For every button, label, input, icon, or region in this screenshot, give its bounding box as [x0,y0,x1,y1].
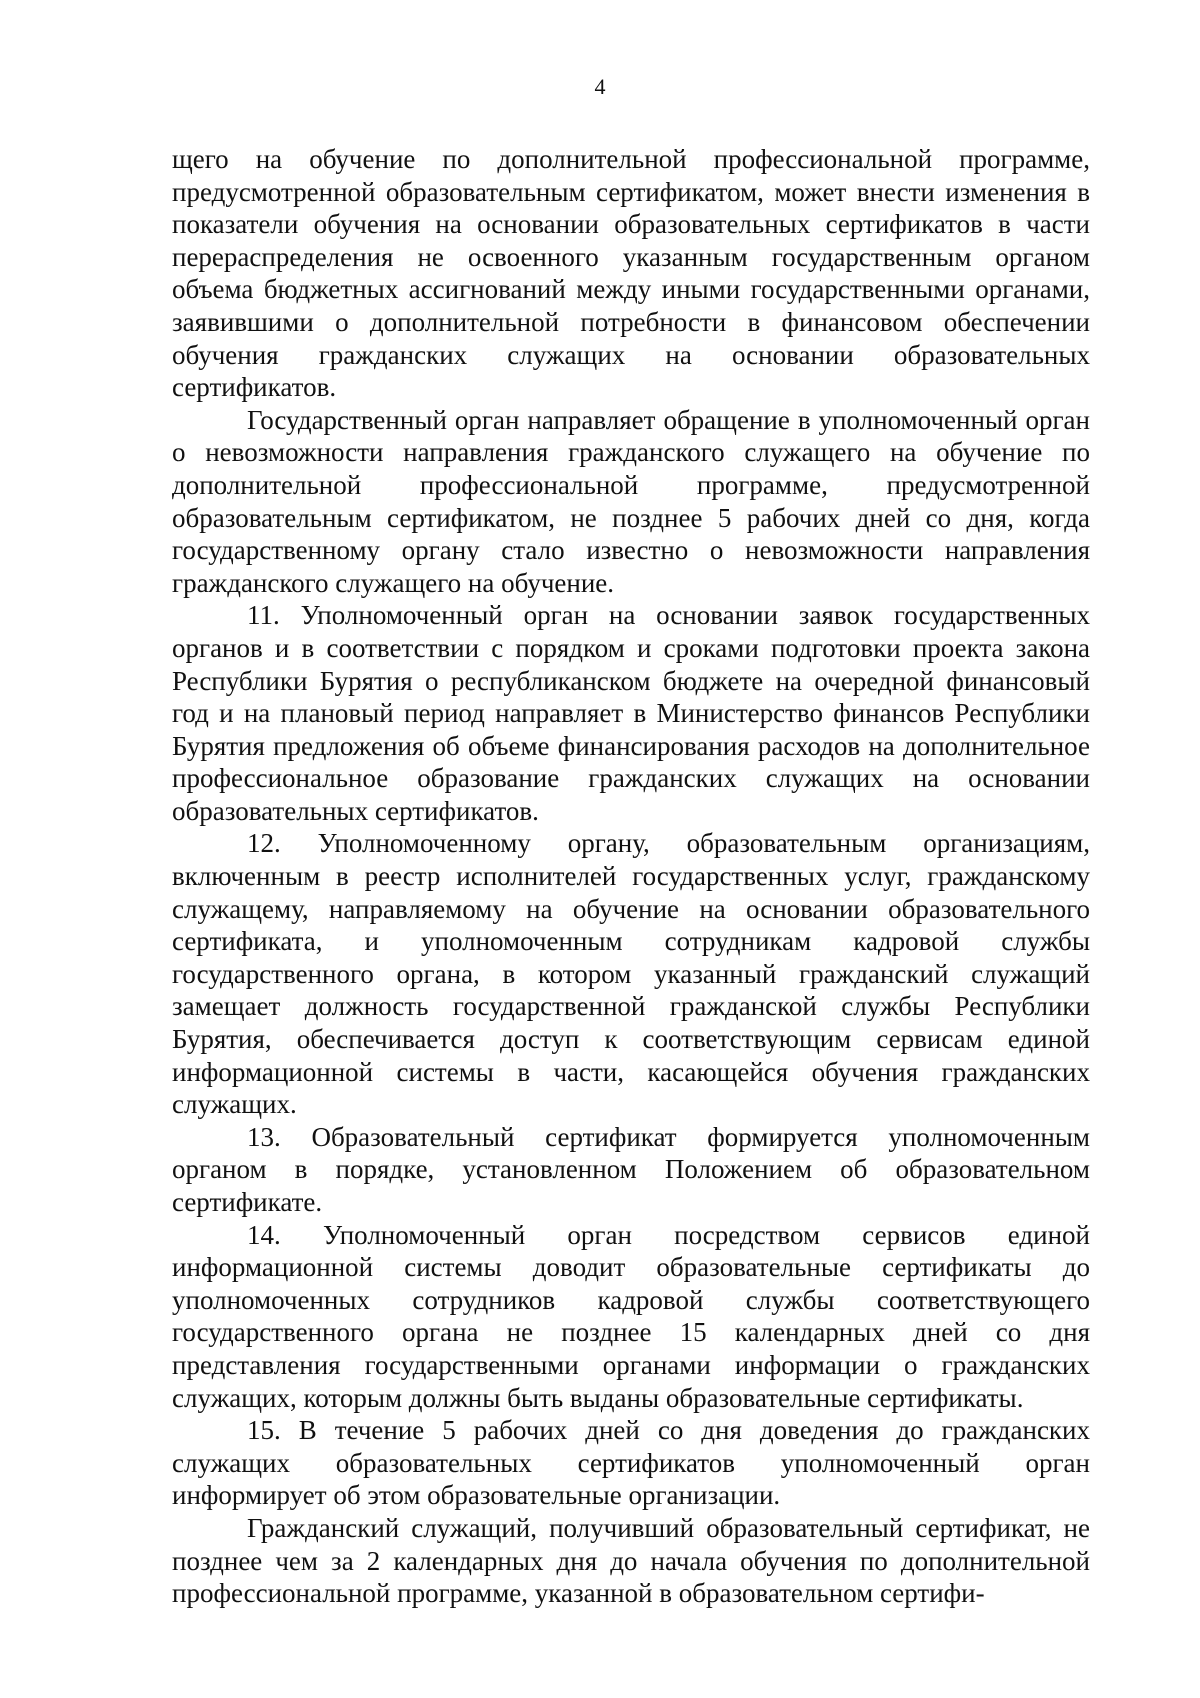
paragraph-item-14: 14. Уполномоченный орган посредством сервисов единой информационной системы доводит образовательные сертификаты до уполномоченных сотрудников кадровой службы соответствующего государственного органа не позднее 15 календарных дней со дня представления государственными органами информации о гражданских служащих, которым должны быть выданы образовательные сертификаты. [172,1219,1090,1413]
paragraph-certificate-holder: Гражданский служащий, получивший образовательный сертификат, не позднее чем за 2 календарных дня до начала обучения по дополнительной профессиональной программе, указанной в образовательном сертифи- [172,1512,1090,1609]
page-number: 4 [594,74,606,99]
paragraph-item-13: 13. Образовательный сертификат формируется уполномоченным органом в порядке, установленном Положением об образовательном сертификате. [172,1121,1090,1217]
paragraph-appeal-procedure: Государственный орган направляет обращение в уполномоченный орган о невозможности направления гражданского служащего на обучение по дополнительной профессиональной программе, предусмотренной образовательным сертификатом, не позднее 5 рабочих дней со дня, когда государственному органу стало известно о невозможности направления гражданского служащего на обучение. [172,404,1090,598]
paragraph-item-12: 12. Уполномоченному органу, образовательным организациям, включенным в реестр исполнителей государственных услуг, гражданскому служащему, направляемому на обучение на основании образовательного сертификата, и уполномоченным сотрудникам кадровой службы государственного органа, в котором указанный гражданский служащий замещает должность государственной гражданской службы Республики Бурятия, обеспечивается доступ к соответствующим сервисам единой информационной системы в части, касающейся обучения гражданских служащих. [172,828,1090,1120]
paragraph-continuation: щего на обучение по дополнительной профессиональной программе, предусмотренной образовательным сертификатом, может внести изменения в показатели обучения на основании образовательных сертификатов в части перераспределения не освоенного указанным государственным органом объема бюджетных ассигнований между иными государственными органами, заявившими о дополнительной потребности в финансовом обеспечении обучения гражданских служащих на основании образовательных сертификатов. [172,144,1090,403]
paragraph-item-11: 11. Уполномоченный орган на основании заявок государственных органов и в соответствии с порядком и сроками подготовки проекта закона Республики Бурятия о республиканском бюджете на очередной финансовый год и на плановый период направляет в Министерство финансов Республики Бурятия предложения об объеме финансирования расходов на дополнительное профессиональное образование гражданских служащих на основании образовательных сертификатов. [172,600,1090,826]
document-body [172,143,1090,1610]
paragraph-item-15: 15. В течение 5 рабочих дней со дня доведения до гражданских служащих образовательных сертификатов уполномоченный орган информирует об этом образовательные организации. [172,1415,1090,1511]
